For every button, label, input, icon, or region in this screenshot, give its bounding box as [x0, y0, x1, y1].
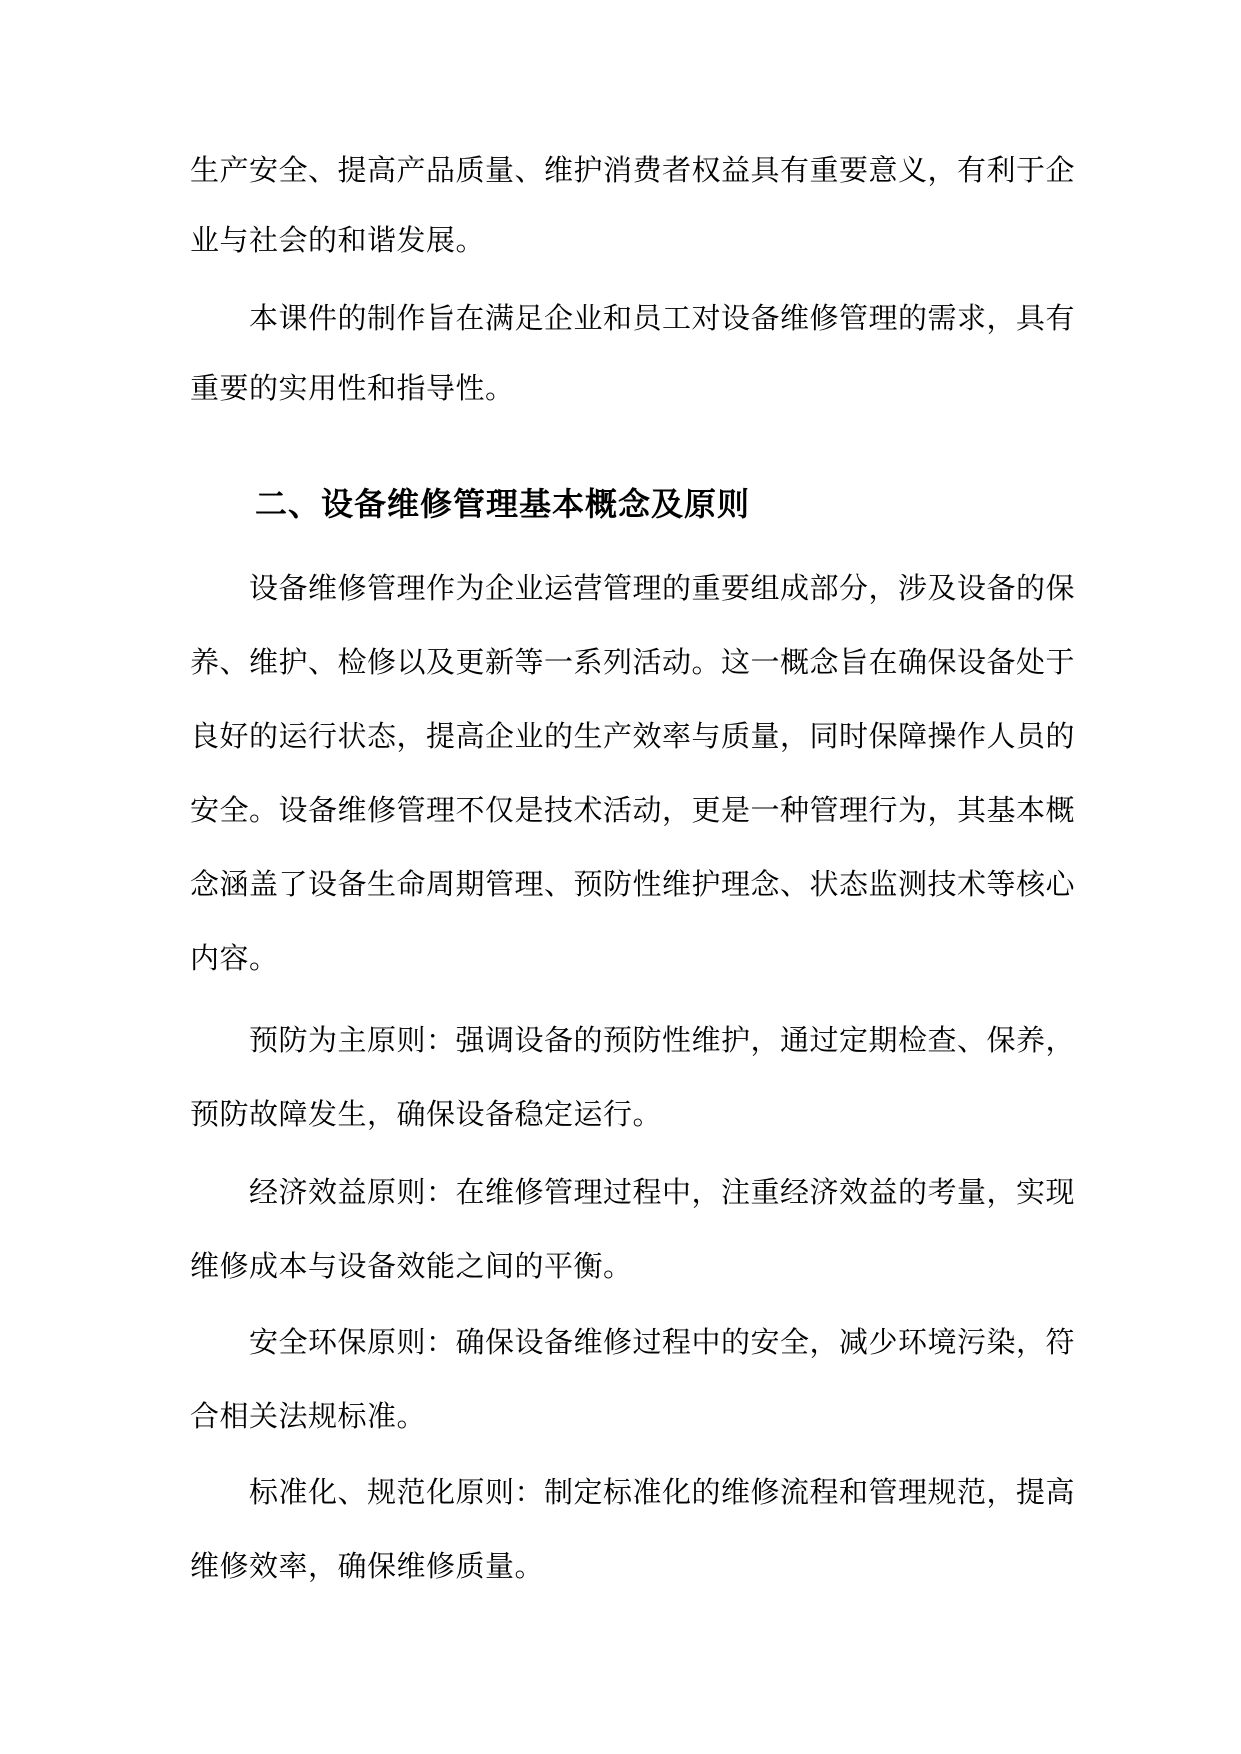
text-line: 标准化、规范化原则：制定标准化的维修流程和管理规范，提高: [190, 1475, 1076, 1509]
text-line: 养、维护、检修以及更新等一系列活动。这一概念旨在确保设备处于: [190, 645, 1076, 679]
text-line: 合相关法规标准。: [190, 1399, 427, 1433]
text-line: 经济效益原则：在维修管理过程中，注重经济效益的考量，实现: [190, 1175, 1076, 1209]
section-heading: 二、设备维修管理基本概念及原则: [255, 485, 751, 523]
text-line: 念涵盖了设备生命周期管理、预防性维护理念、状态监测技术等核心: [190, 867, 1076, 901]
text-line: 维修成本与设备效能之间的平衡。: [190, 1249, 633, 1283]
text-line: 预防故障发生，确保设备稳定运行。: [190, 1097, 663, 1131]
text-line: 良好的运行状态，提高企业的生产效率与质量，同时保障操作人员的: [190, 719, 1076, 753]
text-line: 安全。设备维修管理不仅是技术活动，更是一种管理行为，其基本概: [190, 793, 1076, 827]
text-line: 业与社会的和谐发展。: [190, 223, 486, 257]
text-line: 重要的实用性和指导性。: [190, 371, 515, 405]
text-line: 生产安全、提高产品质量、维护消费者权益具有重要意义，有利于企: [190, 153, 1076, 187]
text-line: 本课件的制作旨在满足企业和员工对设备维修管理的需求，具有: [190, 301, 1076, 335]
text-line: 设备维修管理作为企业运营管理的重要组成部分，涉及设备的保: [190, 571, 1076, 605]
text-line: 安全环保原则：确保设备维修过程中的安全，减少环境污染，符: [190, 1325, 1076, 1359]
text-line: 内容。: [190, 941, 279, 975]
text-line: 预防为主原则：强调设备的预防性维护，通过定期检查、保养，: [190, 1023, 1076, 1057]
text-line: 维修效率，确保维修质量。: [190, 1549, 545, 1583]
